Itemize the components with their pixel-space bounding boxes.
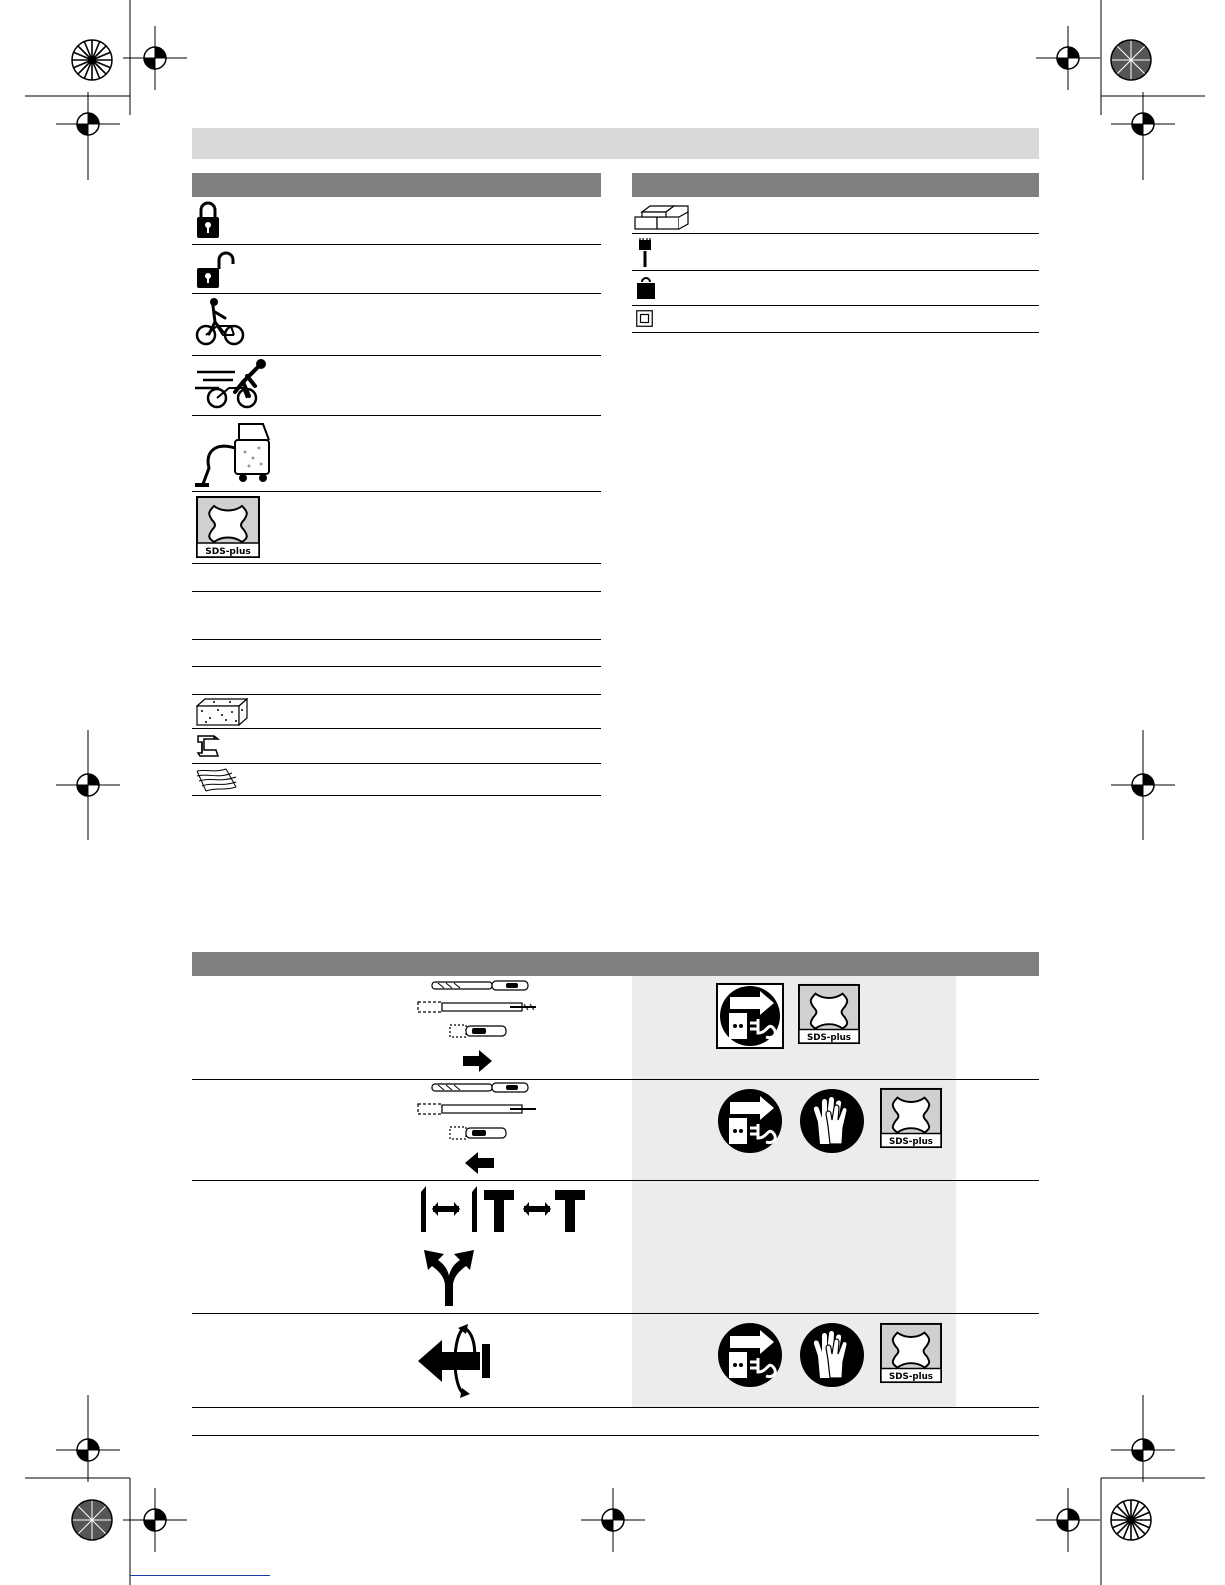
page-title-bar [192,128,1039,159]
gloves-icon [798,1322,866,1388]
sds-plus-label: SDS-plus [807,1033,851,1044]
sds-plus-icon [880,1322,942,1384]
sds-plus-label: SDS-plus [889,1137,933,1148]
vacuum-cleaner-icon [195,418,275,488]
link-underline [130,1575,270,1576]
protection-class-ii-icon [636,310,653,327]
masonry-bricks-icon [634,204,690,230]
right-table-header [632,173,1039,197]
sds-plus-icon [798,983,860,1045]
wood-icon [196,767,238,792]
arrow-left-icon [464,1152,494,1174]
left-table-header [192,173,601,197]
cyclist-slow-icon [195,296,247,348]
cyclist-fast-icon [195,358,270,410]
fork-arrow-icon [418,1250,480,1306]
sds-plus-icon [880,1087,942,1149]
unplug-icon [716,1088,784,1154]
sds-plus-label: SDS-plus [889,1372,933,1383]
sds-plus-icon [196,496,260,558]
sds-plus-label: SDS-plus [205,547,251,557]
tools-icon [414,1082,544,1144]
unplug-icon [716,1322,784,1388]
steel-beam-icon [196,734,220,758]
drill-chisel-toggle-icon [418,1186,588,1234]
rotation-arrow-icon [418,1318,494,1404]
arrow-right-icon [463,1050,493,1072]
tools-icon [414,980,544,1042]
lock-closed-icon [196,200,220,240]
unplug-icon [716,983,784,1049]
concrete-block-icon [196,698,248,726]
weight-icon [636,276,656,300]
operations-table-header [192,952,1039,976]
gloves-icon [798,1088,866,1154]
drill-bit-icon [638,238,652,268]
lock-open-icon [196,250,242,290]
